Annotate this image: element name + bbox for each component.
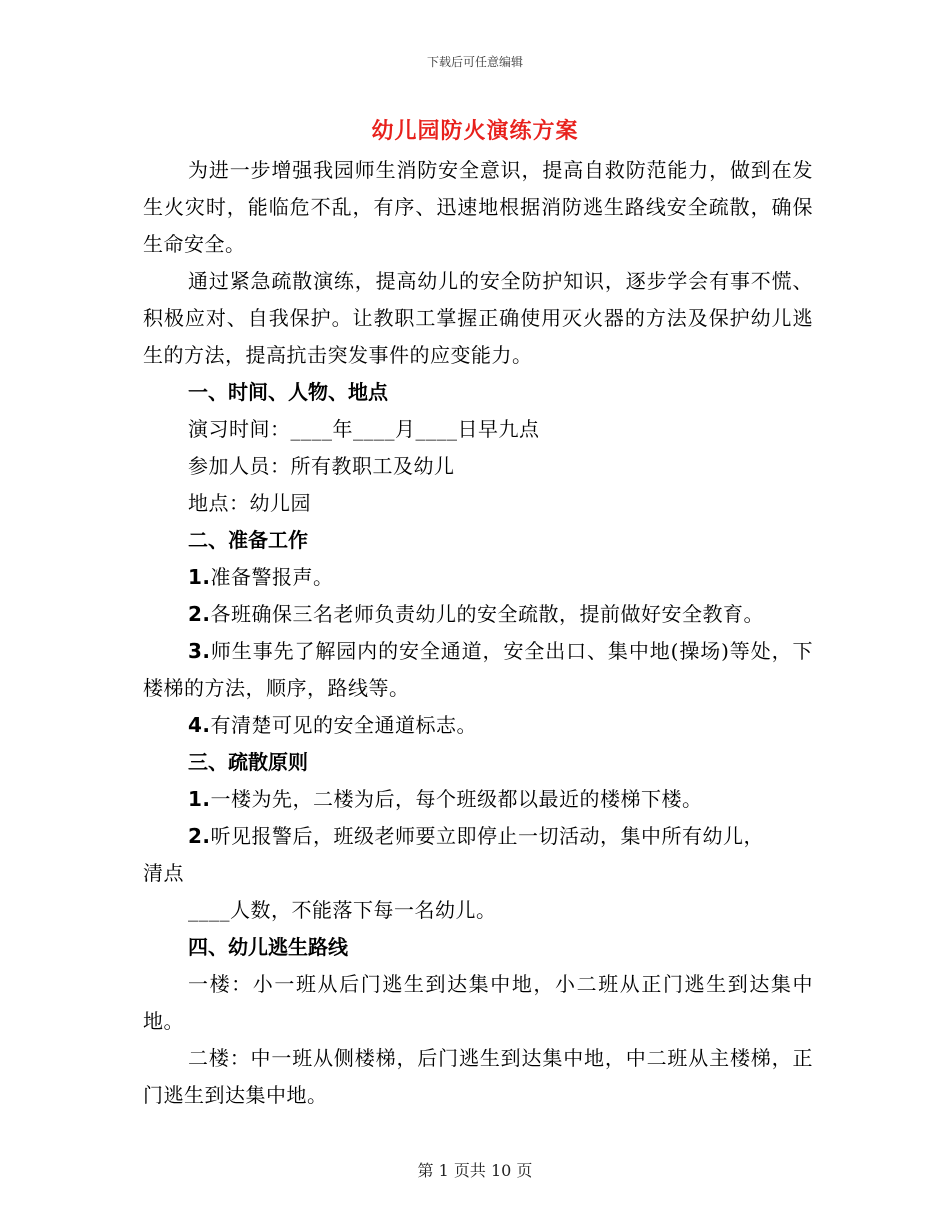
section-heading: 二、准备工作 xyxy=(188,528,308,552)
route-floor-2: 二楼：中一班从侧楼梯，后门逃生到达集中地，中二班从主楼梯，正门逃生到达集中地。 xyxy=(143,1046,813,1107)
page-footer: 第 1 页共 10 页 xyxy=(417,1161,533,1180)
list-item: 1.准备警报声。 xyxy=(188,565,334,589)
section-heading: 三、疏散原则 xyxy=(188,750,308,774)
list-item: 4.有清楚可见的安全通道标志。 xyxy=(188,713,478,737)
intro-paragraph: 通过紧急疏散演练，提高幼儿的安全防护知识，逐步学会有事不慌、积极应对、自我保护。让教职工掌握正确使用灭火器的方法及保护幼儿逃生的方法，提高抗击突发事件的应变能力。 xyxy=(143,269,813,367)
participants: 参加人员：所有教职工及幼儿 xyxy=(188,454,455,478)
drill-time: 演习时间：____年____月____日早九点 xyxy=(188,417,540,441)
document-title: 幼儿园防火演练方案 xyxy=(371,118,579,144)
section-heading: 四、幼儿逃生路线 xyxy=(188,935,348,959)
list-item-continuation: ____人数，不能落下每一名幼儿。 xyxy=(188,898,497,922)
document-body xyxy=(143,152,813,1114)
route-floor-1: 一楼：小一班从后门逃生到达集中地，小二班从正门逃生到达集中地。 xyxy=(143,972,813,1033)
list-item: 3.师生事先了解园内的安全通道，安全出口、集中地(操场)等处，下楼梯的方法，顺序，路线等。 xyxy=(143,639,813,700)
page-header: 下载后可任意编辑 xyxy=(426,55,523,69)
list-item: 1.一楼为先，二楼为后，每个班级都以最近的楼梯下楼。 xyxy=(188,787,703,811)
intro-paragraph: 为进一步增强我园师生消防安全意识，提高自救防范能力，做到在发生火灾时，能临危不乱，有序、迅速地根据消防逃生路线安全疏散，确保生命安全。 xyxy=(143,158,813,256)
section-heading: 一、时间、人物、地点 xyxy=(188,380,388,404)
list-item: 2.听见报警后，班级老师要立即停止一切活动，集中所有幼儿， xyxy=(188,824,765,848)
list-item-continuation: 清点 xyxy=(143,861,184,885)
list-item: 2.各班确保三名老师负责幼儿的安全疏散，提前做好安全教育。 xyxy=(188,602,765,626)
location: 地点：幼儿园 xyxy=(188,491,311,515)
